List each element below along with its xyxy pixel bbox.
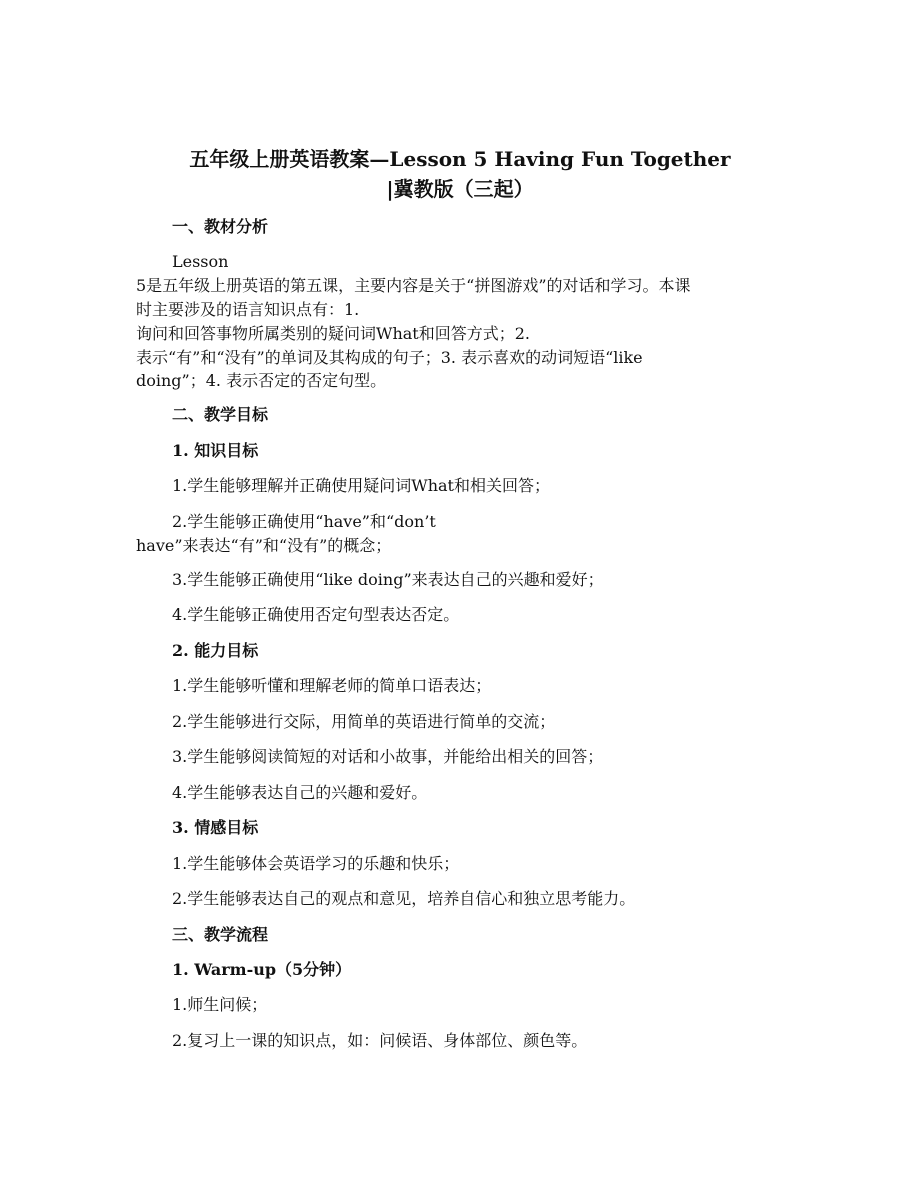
document-title-line-1: 五年级上册英语教案—Lesson 5 Having Fun Together (189, 147, 731, 171)
warmup-heading: 1. Warm-up（5分钟） (172, 960, 352, 979)
emotion-goals-heading: 3. 情感目标 (172, 818, 259, 837)
list-item: 1.学生能够听懂和理解老师的简单口语表达； (172, 676, 492, 695)
list-item: 1.学生能够理解并正确使用疑问词What和相关回答； (172, 476, 550, 495)
list-item: 2.复习上一课的知识点，如：问候语、身体部位、颜色等。 (172, 1031, 588, 1050)
list-item: 2.学生能够进行交际，用简单的英语进行简单的交流； (172, 712, 556, 731)
list-item: 3.学生能够正确使用“like doing”来表达自己的兴趣和爱好； (172, 570, 604, 589)
list-item: have”来表达“有”和“没有”的概念； (136, 536, 392, 555)
paragraph-line: 询问和回答事物所属类别的疑问词What和回答方式；2. (136, 324, 530, 343)
document-title-line-2: |冀教版（三起） (386, 177, 534, 201)
section-1-heading: 一、教材分析 (172, 217, 269, 236)
list-item: 1.学生能够体会英语学习的乐趣和快乐； (172, 854, 460, 873)
ability-goals-heading: 2. 能力目标 (172, 641, 259, 660)
paragraph-line: 时主要涉及的语言知识点有：1. (136, 300, 360, 319)
paragraph-line: doing”；4. 表示否定的否定句型。 (136, 371, 387, 390)
paragraph-line: 表示“有”和“没有”的单词及其构成的句子；3. 表示喜欢的动词短语“like (136, 348, 643, 367)
section-3-heading: 三、教学流程 (172, 925, 269, 944)
list-item: 2.学生能够表达自己的观点和意见，培养自信心和独立思考能力。 (172, 889, 636, 908)
list-item: 2.学生能够正确使用“have”和“don’t (172, 512, 436, 531)
paragraph-line: Lesson (172, 252, 229, 271)
list-item: 4.学生能够正确使用否定句型表达否定。 (172, 605, 460, 624)
section-2-heading: 二、教学目标 (172, 405, 269, 424)
knowledge-goals-heading: 1. 知识目标 (172, 441, 259, 460)
list-item: 3.学生能够阅读简短的对话和小故事，并能给出相关的回答； (172, 747, 604, 766)
list-item: 4.学生能够表达自己的兴趣和爱好。 (172, 783, 428, 802)
paragraph-line: 5是五年级上册英语的第五课，主要内容是关于“拼图游戏”的对话和学习。本课 (136, 276, 691, 295)
list-item: 1.师生问候； (172, 995, 268, 1014)
